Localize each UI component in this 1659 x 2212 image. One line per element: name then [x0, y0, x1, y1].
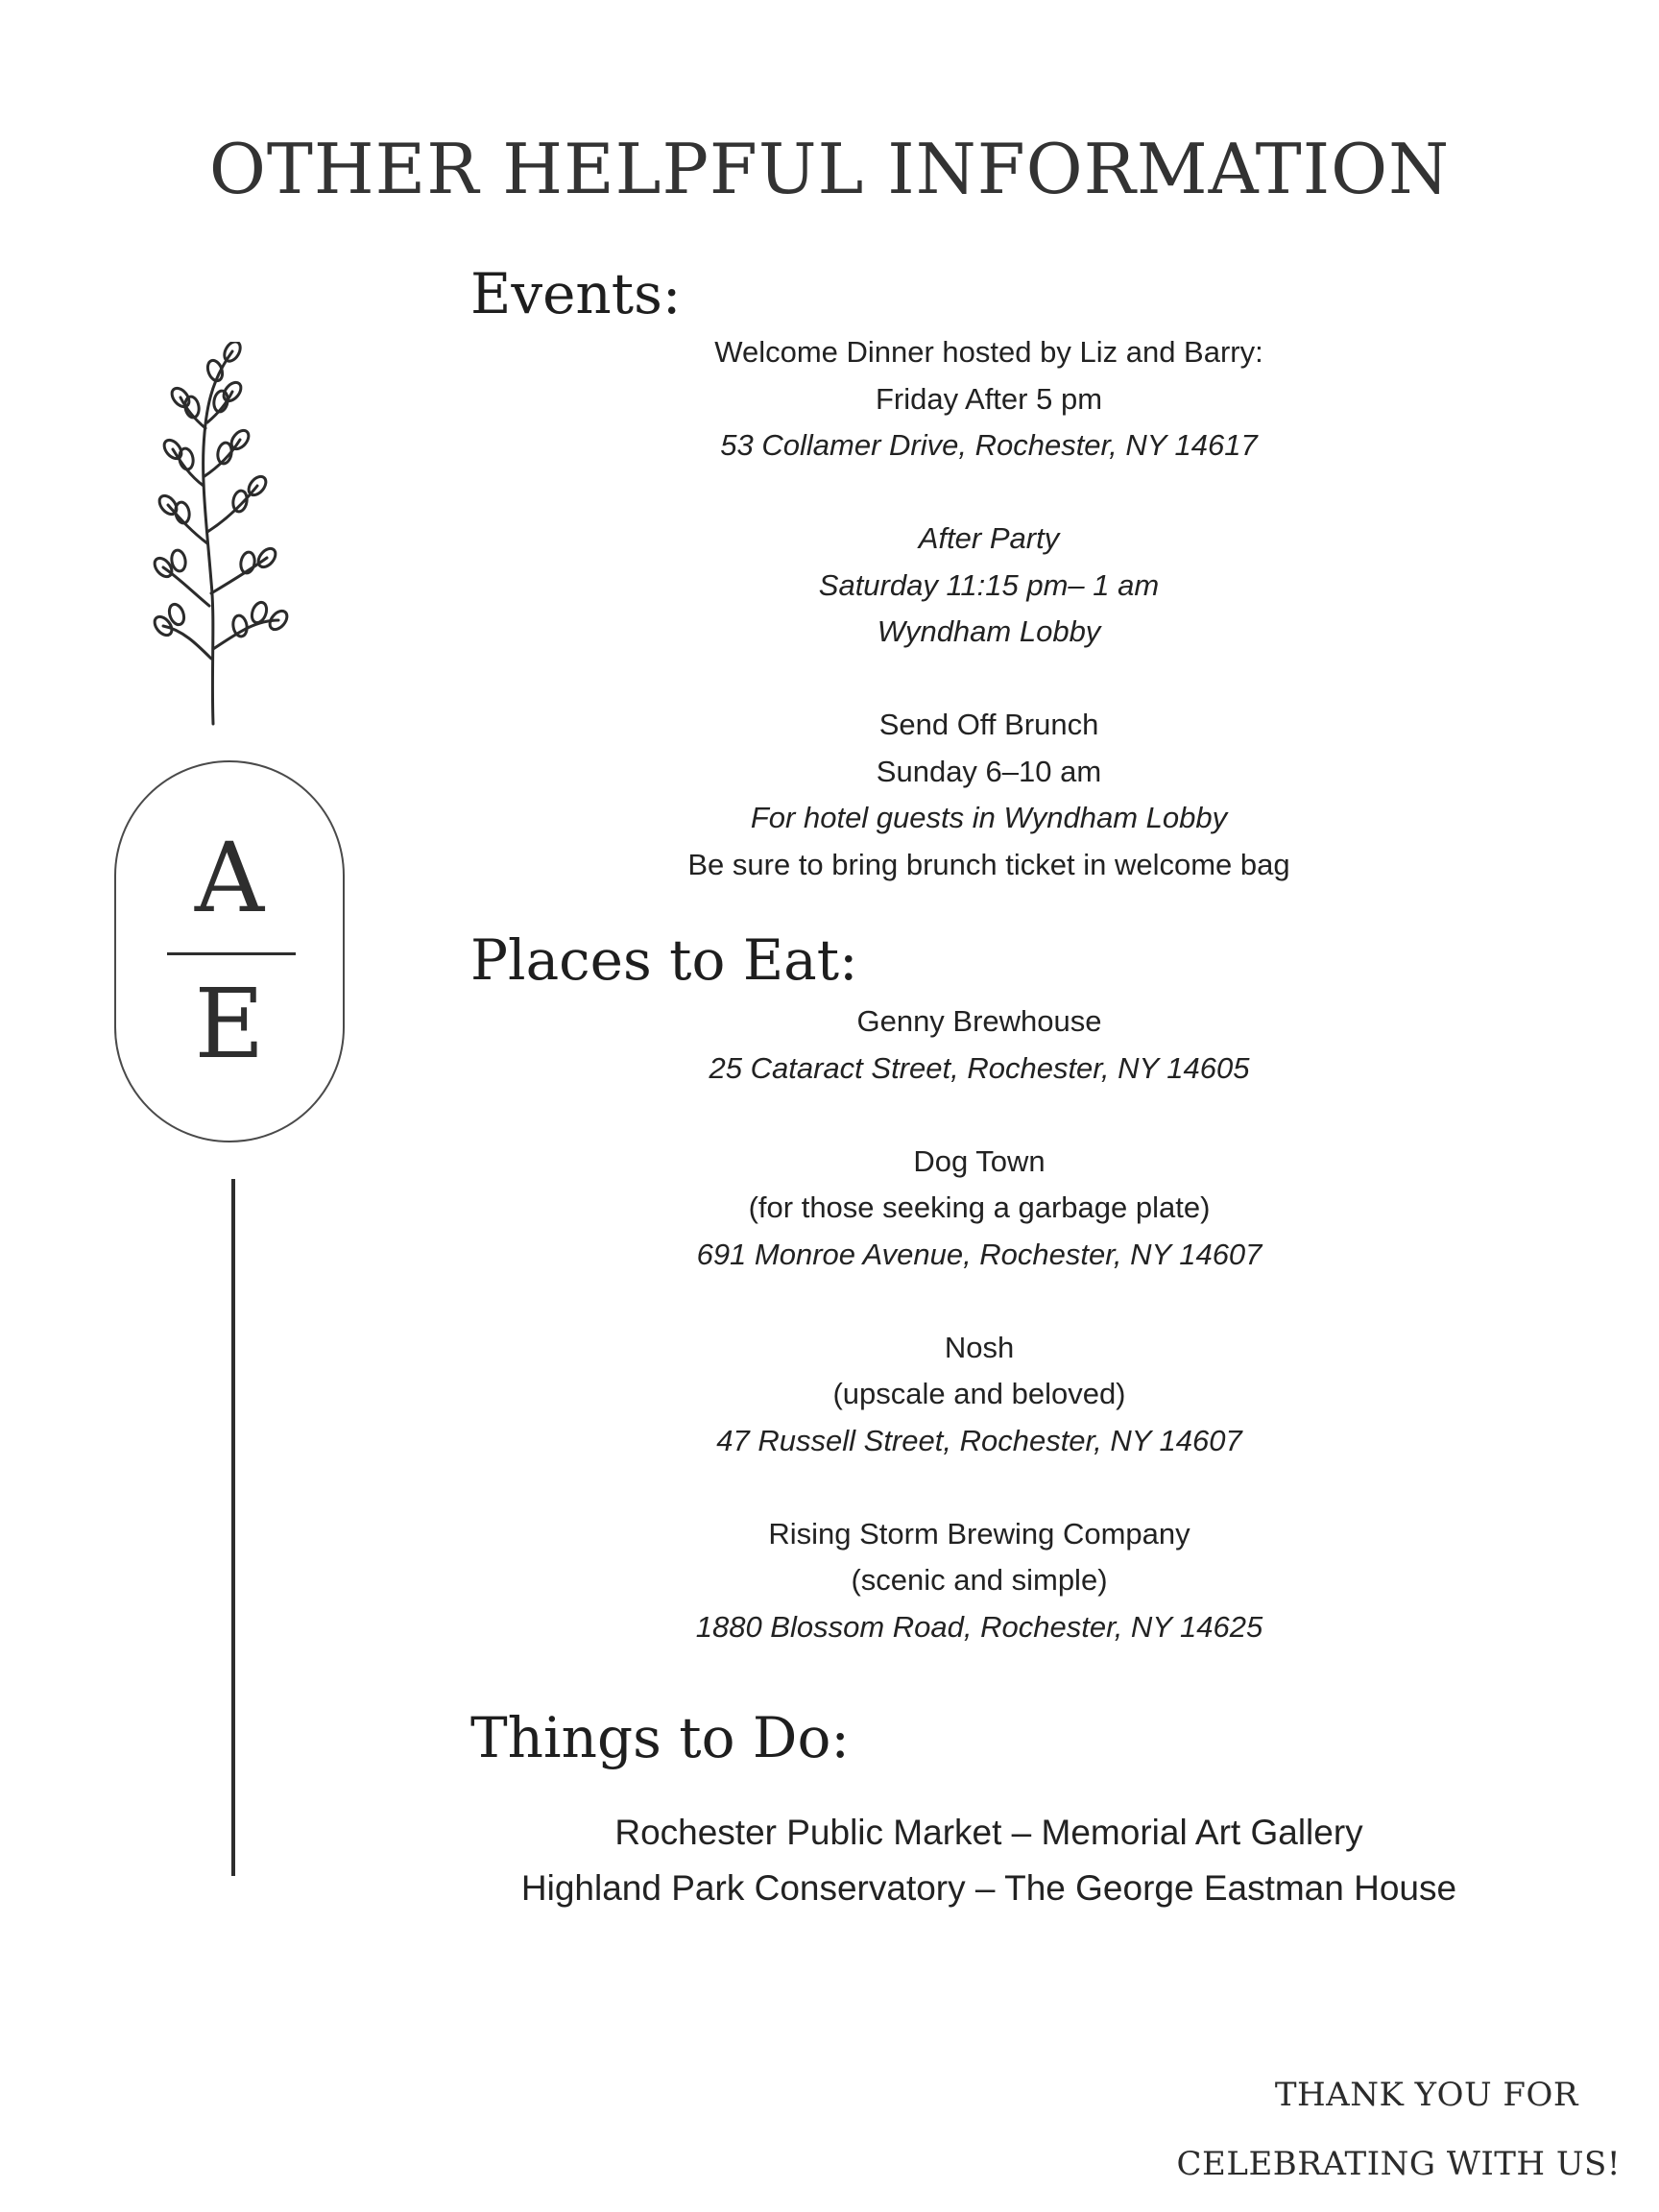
- leaf-sprig-icon: [144, 342, 317, 726]
- page-title: OTHER HELPFUL INFORMATION: [208, 129, 1451, 209]
- closing-line-2: CELEBRATING WITH US!: [1176, 2145, 1621, 2183]
- place-name: Dog Town: [913, 1143, 1046, 1178]
- event-afterparty-location: Wyndham Lobby: [877, 614, 1101, 648]
- monogram-bottom-letter: E: [194, 968, 265, 1080]
- places-heading: Places to Eat:: [470, 927, 858, 993]
- events-heading: Events:: [470, 261, 682, 326]
- event-afterparty-title: After Party: [918, 521, 1060, 555]
- event-brunch-time: Sunday 6–10 am: [876, 754, 1102, 788]
- monogram-badge: [114, 760, 345, 1142]
- things-line: Rochester Public Market – Memorial Art Gallery: [614, 1813, 1363, 1852]
- place-name: Rising Storm Brewing Company: [768, 1516, 1190, 1551]
- event-welcome-title: Welcome Dinner hosted by Liz and Barry:: [714, 335, 1263, 369]
- place-note: (for those seeking a garbage plate): [748, 1190, 1211, 1224]
- place-name: Genny Brewhouse: [856, 1004, 1102, 1038]
- monogram-top-letter: A: [194, 822, 265, 934]
- event-welcome-time: Friday After 5 pm: [875, 381, 1103, 416]
- closing-line-1: THANK YOU FOR: [1274, 2076, 1578, 2114]
- event-afterparty-time: Saturday 11:15 pm– 1 am: [818, 567, 1160, 602]
- place-address: 691 Monroe Avenue, Rochester, NY 14607: [696, 1237, 1262, 1271]
- monogram-divider: [167, 952, 296, 955]
- event-brunch-note: Be sure to bring brunch ticket in welcome bag: [687, 847, 1290, 881]
- place-note: (upscale and beloved): [832, 1377, 1126, 1410]
- places-list: [586, 998, 1373, 1650]
- place-address: 1880 Blossom Road, Rochester, NY 14625: [695, 1609, 1263, 1644]
- place-name: Nosh: [944, 1330, 1015, 1364]
- things-heading: Things to Do:: [470, 1705, 850, 1770]
- place-note: (scenic and simple): [851, 1563, 1108, 1597]
- event-brunch-location: For hotel guests in Wyndham Lobby: [750, 801, 1228, 834]
- vertical-divider: [231, 1179, 235, 1876]
- things-line: Highland Park Conservatory – The George Eastman House: [520, 1868, 1457, 1908]
- event-welcome-address: 53 Collamer Drive, Rochester, NY 14617: [720, 428, 1258, 462]
- place-address: 25 Cataract Street, Rochester, NY 14605: [709, 1050, 1250, 1085]
- events-list: [586, 329, 1392, 888]
- place-address: 47 Russell Street, Rochester, NY 14607: [716, 1423, 1242, 1457]
- things-list: [470, 1805, 1507, 1916]
- event-brunch-title: Send Off Brunch: [878, 708, 1099, 741]
- closing-message: [1177, 2060, 1621, 2199]
